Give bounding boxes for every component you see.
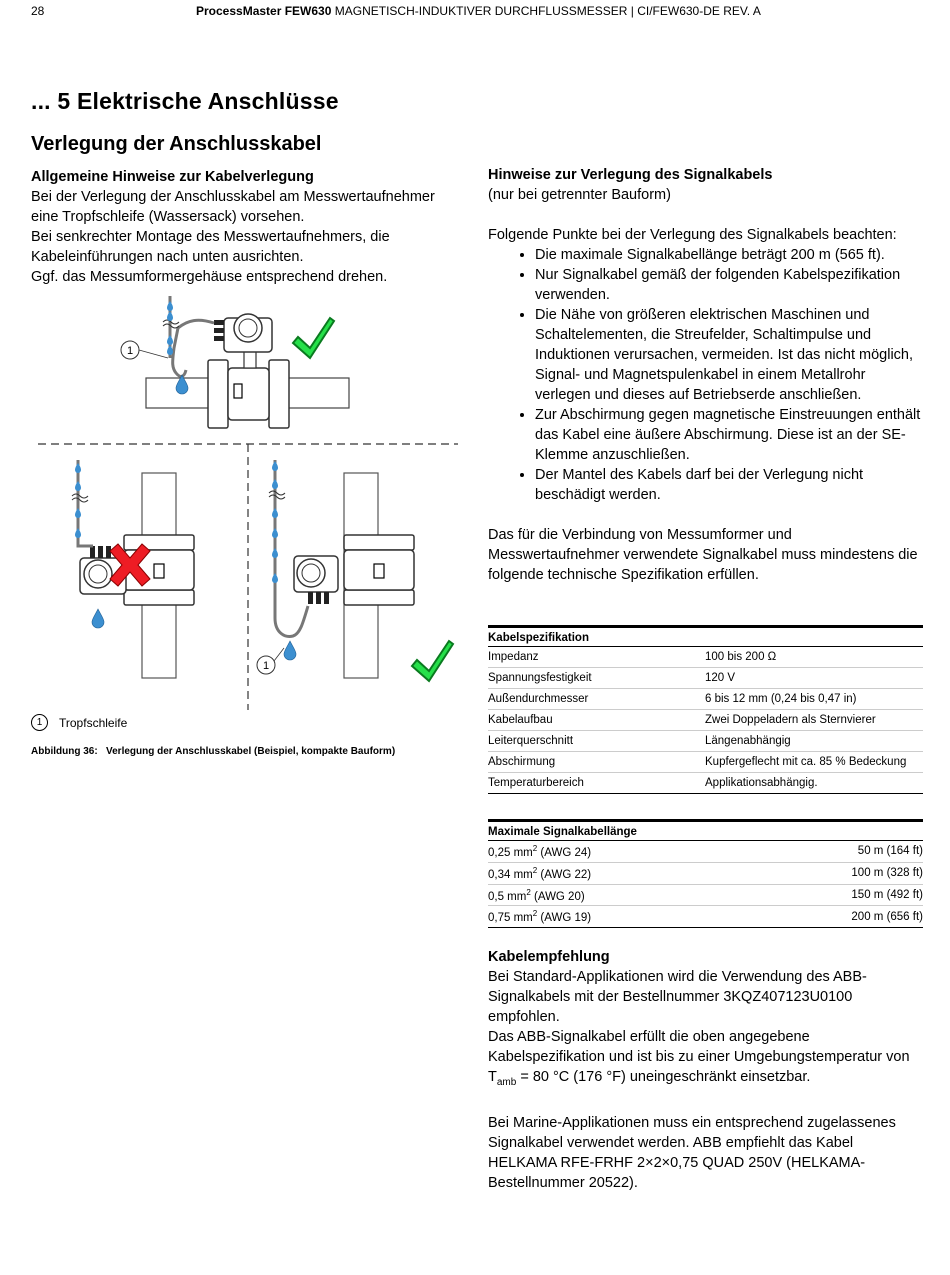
- table-cell: Leiterquerschnitt: [488, 731, 705, 752]
- general-notes-line: Bei der Verlegung der Anschlusskabel am Messwertaufnehmer: [31, 189, 435, 205]
- table-cell: 100 bis 200 Ω: [705, 647, 923, 668]
- top-correct-installation: [121, 296, 349, 428]
- figure-caption: [31, 746, 395, 757]
- spec-intro-paragraph: Das für die Verbindung von Messumformer und Messwertaufnehmer verwendete Signalkabel muss mindestens die folgende technische Spezifikation erfüllen.: [488, 527, 918, 583]
- callout-label: 1: [126, 345, 134, 357]
- table-row: [488, 710, 923, 731]
- table-row: [488, 731, 923, 752]
- table-cell: 0,5 $mm^2$ (AWG 20): [488, 884, 745, 906]
- table-row: [488, 906, 923, 928]
- table-cell: Kupfergeflecht mit ca. 85 % Bedeckung: [705, 752, 923, 773]
- table-cell: 6 bis 12 mm (0,24 bis 0,47 in): [705, 689, 923, 710]
- legend-text: Tropfschleife: [59, 715, 128, 730]
- table-row: [488, 841, 923, 863]
- general-notes-line: eine Tropfschleife (Wassersack) vorsehen.: [31, 209, 305, 225]
- recommendation-paragraph: Das ABB-Signalkabel erfüllt die oben angegebene Kabelspezifikation und ist bis zu einer Umgebungstemperatur von $T_{amb} = 80$ °C (176 °F) uneingeschränkt einsetzbar.: [488, 1029, 910, 1088]
- general-notes-heading: Allgemeine Hinweise zur Kabelverlegung: [31, 169, 314, 185]
- table-cell: Applikationsabhängig.: [705, 773, 923, 794]
- table-cell: 0,34 $mm^2$ (AWG 22): [488, 862, 745, 884]
- figure-legend: [31, 714, 127, 731]
- table-cell: 120 V: [705, 668, 923, 689]
- table-cell: 150 m (492 ft): [745, 884, 923, 906]
- general-notes: [31, 167, 471, 287]
- table-cell: 100 m (328 ft): [745, 862, 923, 884]
- table-cell: Spannungsfestigkeit: [488, 668, 705, 689]
- general-notes-line: Ggf. das Messumformergehäuse entsprechend drehen.: [31, 269, 388, 285]
- bottom-right-correct-installation: [257, 460, 453, 681]
- recommendation-paragraph: Bei Marine-Applikationen muss ein entsprechend zugelassenes Signalkabel verwendet werden. ABB empfiehlt das Kabel HELKAMA RFE-FRHF 2×2×0,75 QUAD 250V (HELKAMA-Bestellnummer 20522).: [488, 1114, 896, 1191]
- callout-label: 1: [262, 660, 270, 672]
- signal-cable-notes: [488, 165, 923, 585]
- callout-marker: 1: [31, 714, 48, 731]
- general-notes-line: Bei senkrechter Montage des Messwertaufnehmers, die: [31, 229, 390, 245]
- signal-cable-note: (nur bei getrennter Bauform): [488, 187, 671, 203]
- cable-routing-figure: [38, 288, 458, 713]
- table-header: Maximale Signalkabellänge: [488, 821, 923, 841]
- max-length-table: [488, 819, 923, 928]
- table-cell: 0,25 $mm^2$ (AWG 24): [488, 841, 745, 863]
- table-row: [488, 752, 923, 773]
- general-notes-line: Kabeleinführungen nach unten ausrichten.: [31, 249, 304, 265]
- table-row: [488, 862, 923, 884]
- bullet-item: • Zur Abschirmung gegen magnetische Einstreuungen enthält das Kabel eine äußere Abschirmung. Diese ist an der SE-Klemme anzuschließen.: [535, 405, 923, 465]
- caption-number: Abbildung 36:: [31, 746, 98, 757]
- table-cell: 0,75 $mm^2$ (AWG 19): [488, 906, 745, 928]
- document-title: MAGNETISCH-INDUKTIVER DURCHFLUSSMESSER | CI/FEW630-DE REV. A: [331, 4, 761, 18]
- recommendation-heading: Kabelempfehlung: [488, 949, 610, 965]
- bullet-item: • Die Nähe von größeren elektrischen Maschinen und Schaltelementen, die Streufelder, Schaltimpulse und Induktionen verursachen, vermeiden. Ist das nicht möglich, Signal- und Magnetspulenkabel in einem Metallrohr verlegen und dieses auf Betriebserde anschließen.: [535, 305, 923, 405]
- cable-recommendation: [488, 947, 923, 1193]
- table-cell: Längenabhängig: [705, 731, 923, 752]
- signal-cable-intro: Folgende Punkte bei der Verlegung des Signalkabels beachten:: [488, 227, 897, 243]
- signal-cable-bullets: [488, 245, 923, 505]
- bottom-left-incorrect-installation: [72, 460, 194, 678]
- product-name: ProcessMaster FEW630: [196, 4, 332, 18]
- table-cell: Zwei Doppeladern als Sternvierer: [705, 710, 923, 731]
- table-row: [488, 773, 923, 794]
- table-row: [488, 689, 923, 710]
- bullet-item: • Die maximale Signalkabellänge beträgt 200 m (565 ft).: [535, 245, 923, 265]
- table-cell: 200 m (656 ft): [745, 906, 923, 928]
- chapter-title: ... 5 Elektrische Anschlüsse: [31, 88, 339, 114]
- table-row: [488, 668, 923, 689]
- page-number: 28: [31, 4, 45, 18]
- check-icon: [293, 318, 334, 358]
- table-row: [488, 647, 923, 668]
- table-cell: Impedanz: [488, 647, 705, 668]
- table-cell: Außendurchmesser: [488, 689, 705, 710]
- table-cell: 50 m (164 ft): [745, 841, 923, 863]
- cable-spec-table: [488, 625, 923, 794]
- table-cell: Abschirmung: [488, 752, 705, 773]
- table-row: [488, 884, 923, 906]
- bullet-item: • Nur Signalkabel gemäß der folgenden Kabelspezifikation verwenden.: [535, 265, 923, 305]
- signal-cable-heading: Hinweise zur Verlegung des Signalkabels: [488, 167, 773, 183]
- recommendation-paragraph: Bei Standard-Applikationen wird die Verwendung des ABB-Signalkabels mit der Bestellnummer 3KQZ407123U0100 empfohlen.: [488, 969, 867, 1025]
- section-title: Verlegung der Anschlusskabel: [31, 133, 322, 155]
- caption-text: Verlegung der Anschlusskabel (Beispiel, kompakte Bauform): [106, 746, 396, 757]
- table-cell: Kabelaufbau: [488, 710, 705, 731]
- check-icon: [412, 641, 453, 681]
- running-header: [196, 4, 761, 18]
- table-cell: Temperaturbereich: [488, 773, 705, 794]
- bullet-item: • Der Mantel des Kabels darf bei der Verlegung nicht beschädigt werden.: [535, 465, 923, 505]
- table-header: Kabelspezifikation: [488, 627, 923, 647]
